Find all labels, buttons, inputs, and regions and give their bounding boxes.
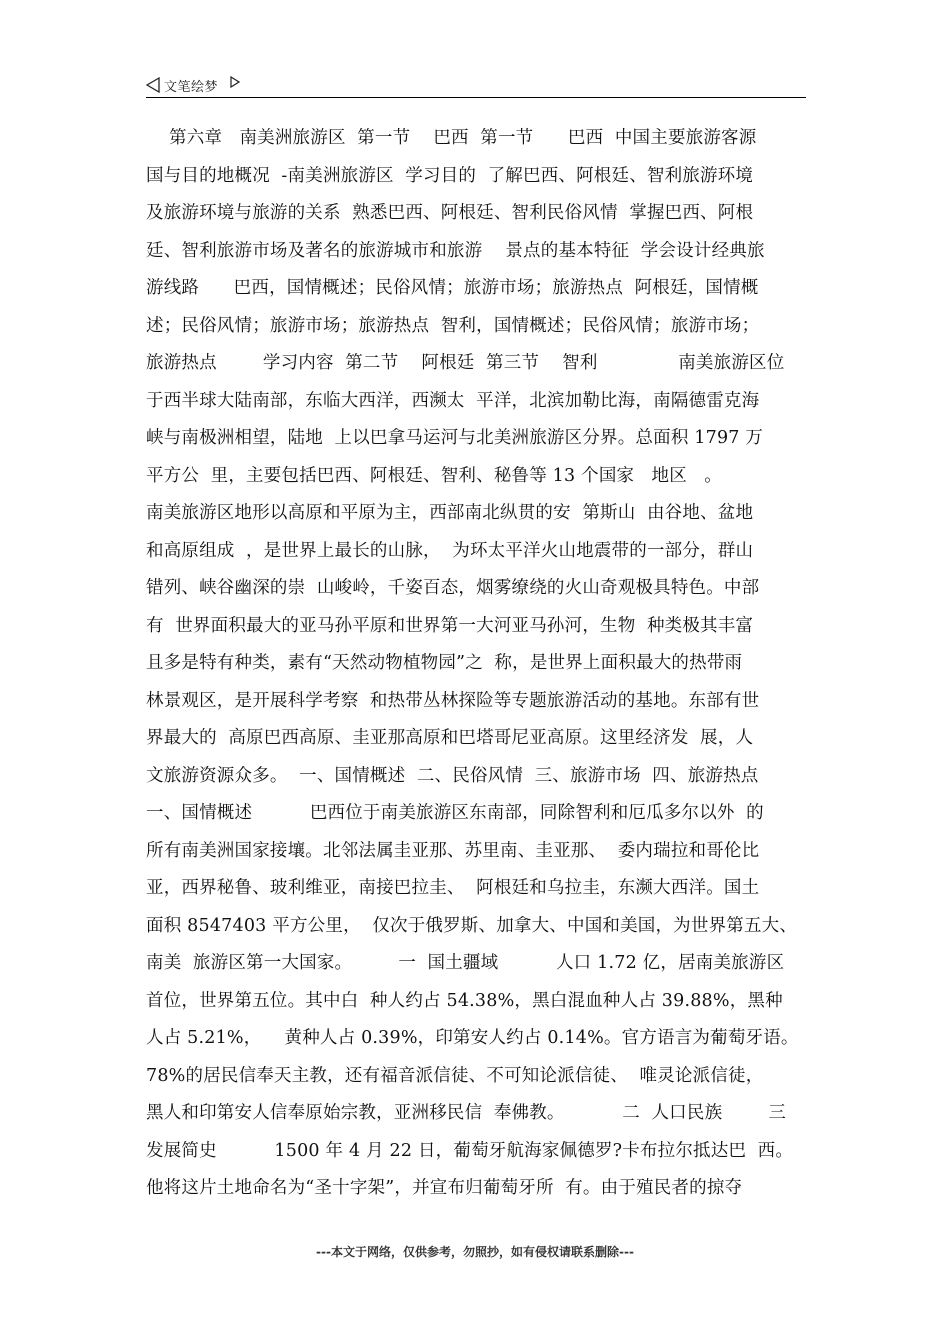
text-line: 面积 8547403 平方公里， 仅次于俄罗斯、加拿大、中国和美国，为世界第五大、 [146,915,798,936]
text-line: 和高原组成 ，是世界上最长的山脉， 为环太平洋火山地震带的一部分，群山 [146,540,754,561]
text-line: 林景观区，是开展科学考察 和热带丛林探险等专题旅游活动的基地。东部有世 [146,690,760,711]
text-line: 黑人和印第安人信奉原始宗教，亚洲移民信 奉佛教。 二 人口民族 三 [146,1103,787,1123]
text-line: 他将这片土地命名为“圣十字架”，并宣布归葡萄牙所 有。由于殖民者的掠夺 [146,1178,743,1198]
text-line: 平方公 里，主要包括巴西、阿根廷、智利、秘鲁等 13 个国家 地区 。 [146,465,722,486]
text-line: 78%的居民信奉天主教，还有福音派信徒、不可知论派信徒、 唯灵论派信徒， [146,1065,764,1086]
header-divider [146,97,806,98]
text-line: 有 世界面积最大的亚马孙平原和世界第一大河亚马孙河，生物 种类极其丰富 [146,615,754,636]
page-footer-notice: ---本文于网络，仅供参考，勿照抄，如有侵权请联系删除--- [316,1245,634,1259]
text-line: 旅游热点 学习内容 第二节 阿根廷 第三节 智利 南美旅游区位 [146,353,785,373]
text-line: 廷、智利旅游市场及著名的旅游城市和旅游 景点的基本特征 学会设计经典旅 [146,240,765,261]
page-header [146,74,806,98]
document-body [146,120,808,1208]
text-line: 第六章 南美洲旅游区 第一节 巴西 第一节 巴西 中国主要旅游客源 [146,128,757,148]
text-line: 首位，世界第五位。其中白 种人约占 54.38%，黑白混血种人占 39.88%，黑种 [146,990,783,1011]
text-line: 一、国情概述 巴西位于南美旅游区东南部，同除智利和厄瓜多尔以外 的 [146,803,764,823]
triangle-left-icon [146,77,160,93]
text-line: 国与目的地概况 -南美洲旅游区 学习目的 了解巴西、阿根廷、智利旅游环境 [146,165,754,186]
text-line: 及旅游环境与旅游的关系 熟悉巴西、阿根廷、智利民俗风情 掌握巴西、阿根 [146,203,754,223]
brand-label: 文笔绘梦 [164,80,219,95]
text-line: 述；民俗风情；旅游市场；旅游热点 智利，国情概述；民俗风情；旅游市场； [146,315,760,336]
text-line: 游线路 巴西，国情概述；民俗风情；旅游市场；旅游热点 阿根廷，国情概 [146,278,759,298]
text-line: 峡与南极洲相望，陆地 上以巴拿马运河与北美洲旅游区分界。总面积 1797 万 [146,428,764,448]
triangle-right-icon [230,76,240,88]
text-line: 且多是特有种类，素有“天然动物植物园”之 称，是世界上面积最大的热带雨 [146,653,743,673]
text-line: 人占 5.21%， 黄种人占 0.39%，印第安人约占 0.14%。官方语言为葡萄牙语。 [146,1028,799,1048]
text-line: 界最大的 高原巴西高原、圭亚那高原和巴塔哥尼亚高原。这里经济发 展，人 [146,728,754,748]
text-line: 于西半球大陆南部，东临大西洋，西濒太 平洋，北滨加勒比海，南隔德雷克海 [146,390,760,411]
text-line: 南美旅游区地形以高原和平原为主，西部南北纵贯的安 第斯山 由谷地、盆地 [146,503,754,523]
text-line: 错列、峡谷幽深的崇 山峻岭，千姿百态，烟雾缭绕的火山奇观极具特色。中部 [146,578,760,598]
text-line: 所有南美洲国家接壤。北邻法属圭亚那、苏里南、圭亚那、 委内瑞拉和哥伦比 [146,840,760,861]
text-line: 亚，西界秘鲁、玻利维亚，南接巴拉圭、 阿根廷和乌拉圭，东濒大西洋。国土 [146,878,760,898]
text-line: 南美 旅游区第一大国家。 一 国土疆域 人口 1.72 亿，居南美旅游区 [146,953,785,973]
text-line: 发展简史 1500 年 4 月 22 日，葡萄牙航海家佩德罗?卡布拉尔抵达巴 西。 [146,1140,794,1161]
text-line: 文旅游资源众多。 一、国情概述 二、民俗风情 三、旅游市场 四、旅游热点 [146,765,759,786]
